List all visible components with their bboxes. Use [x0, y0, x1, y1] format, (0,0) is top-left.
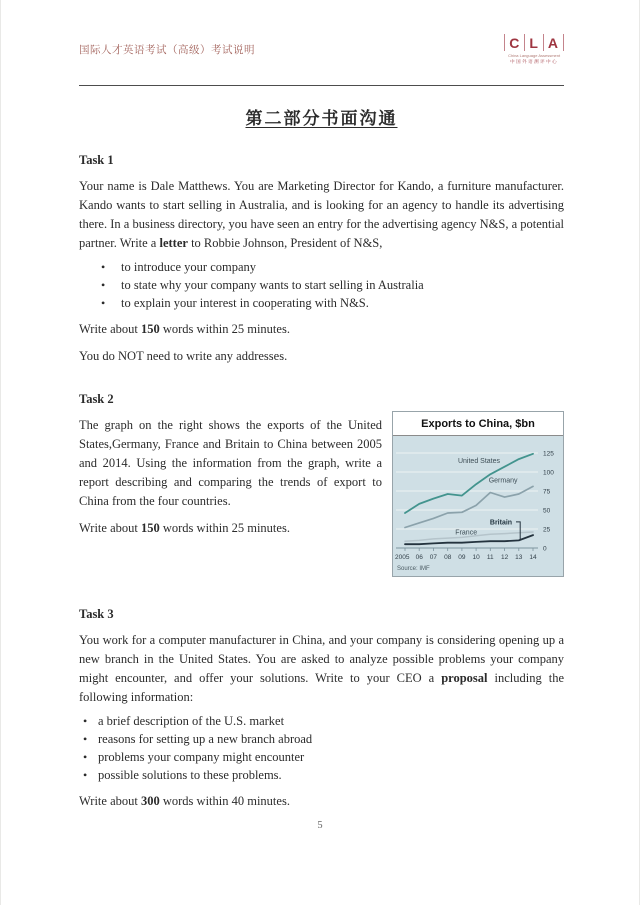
text-run: to Robbie Johnson, President of N&S,: [187, 236, 383, 250]
text-run: Write about: [79, 794, 141, 808]
text-run: Write about: [79, 521, 141, 535]
task3-bullets: [83, 712, 564, 784]
chart-source: Source: IMF: [397, 566, 430, 572]
y-tick-label: 50: [543, 507, 551, 515]
bullet-item: • reasons for setting up a new branch abroad: [83, 730, 564, 748]
bold-term: letter: [159, 236, 188, 250]
bold-term: 150: [140, 322, 160, 336]
text-run: Your name is Dale Matthews. You are Marketing Director for Kando, a furniture manufacturer. Kando wants to start selling in Australia, and is looking for an agency to handle its advertising there. In a business directory, you have seen an entry for the advertising agency N&S, a potential partner. Write a: [79, 179, 564, 250]
task2-section: [79, 390, 564, 577]
x-tick-label: 06: [415, 554, 423, 561]
cla-logo: [504, 34, 564, 65]
bullet-item: • possible solutions to these problems.: [83, 766, 564, 784]
task3-intro: [79, 631, 564, 707]
text-run: words within 25 minutes.: [159, 322, 290, 336]
x-tick-label: 07: [429, 554, 438, 561]
bullet-item: • a brief description of the U.S. market: [83, 712, 564, 730]
x-tick-label: 14: [529, 554, 537, 561]
chart-title: Exports to China, $bn: [393, 412, 563, 436]
bold-term: 300: [140, 794, 160, 808]
x-tick-label: 11: [486, 554, 494, 561]
y-tick-label: 0: [543, 545, 547, 553]
text-run: including the following information:: [79, 671, 564, 704]
task1-address-note: You do NOT need to write any addresses.: [79, 349, 288, 363]
page-header: [79, 34, 564, 76]
logo-letters: [504, 34, 564, 51]
series-label-germany: Germany: [488, 477, 518, 485]
x-tick-label: 13: [515, 554, 523, 561]
task3-heading: Task 3: [79, 607, 114, 621]
header-title-cn: 国际人才英语考试（高级）考试说明: [79, 44, 255, 56]
text-run: words within 25 minutes.: [159, 521, 290, 535]
text-run: Write about: [79, 322, 141, 336]
series-label-united-states: United States: [457, 457, 501, 465]
task1-section: [79, 151, 564, 366]
logo-subtext-en: China Language Assessment: [508, 53, 561, 58]
task3-word-count-note: [79, 792, 564, 811]
logo-letter: L: [524, 34, 543, 51]
task2-text-column: [79, 409, 382, 538]
series-label-britain: Britain: [489, 519, 513, 527]
task1-heading: Task 1: [79, 153, 114, 167]
task2-word-count-note: [79, 519, 382, 538]
y-tick-label: 125: [543, 450, 554, 458]
bold-term: proposal: [441, 671, 488, 685]
task2-intro: The graph on the right shows the exports of the United States,Germany, France and Britain to China between 2005 and 2014. Using the information from the graph, write a report describing and comparing the trends of export to China from the four countries.: [79, 418, 382, 508]
x-tick-label: 12: [500, 554, 509, 561]
task1-word-count-note: [79, 320, 564, 339]
task2-heading: Task 2: [79, 392, 114, 406]
exports-chart: [392, 411, 564, 577]
x-tick-label: 10: [472, 554, 480, 561]
bullet-item: • to introduce your company: [101, 258, 564, 276]
x-tick-label: 2005: [395, 554, 410, 561]
task1-bullets: [101, 258, 564, 312]
chart-plot: [393, 436, 563, 576]
text-run: You work for a computer manufacturer in China, and your company is considering opening up a new branch in the United States. You are asked to analyze possible problems your company might encounter, and offer your solutions. Write to your CEO a: [79, 633, 564, 685]
bullet-item: • to explain your interest in cooperating with N&S.: [101, 294, 564, 312]
x-tick-label: 08: [444, 554, 452, 561]
text-run: words within 40 minutes.: [159, 794, 290, 808]
bullet-item: • to state why your company wants to start selling in Australia: [101, 276, 564, 294]
logo-letter: A: [543, 34, 564, 51]
header-divider: [79, 85, 564, 86]
task3-section: [79, 605, 564, 811]
bullet-item: • problems your company might encounter: [83, 748, 564, 766]
series-label-france: France: [455, 529, 478, 537]
x-tick-label: 09: [458, 554, 466, 561]
y-tick-label: 75: [543, 488, 551, 496]
y-tick-label: 100: [543, 469, 554, 477]
bold-term: 150: [140, 521, 160, 535]
section-title: 第二部分书面沟通: [245, 109, 398, 128]
y-tick-label: 25: [543, 526, 551, 534]
page-number: 5: [317, 820, 323, 831]
logo-subtext-cn: 中国外语测评中心: [510, 59, 559, 64]
logo-letter: C: [504, 34, 524, 51]
task2-row: [79, 409, 564, 577]
task1-intro: [79, 177, 564, 253]
